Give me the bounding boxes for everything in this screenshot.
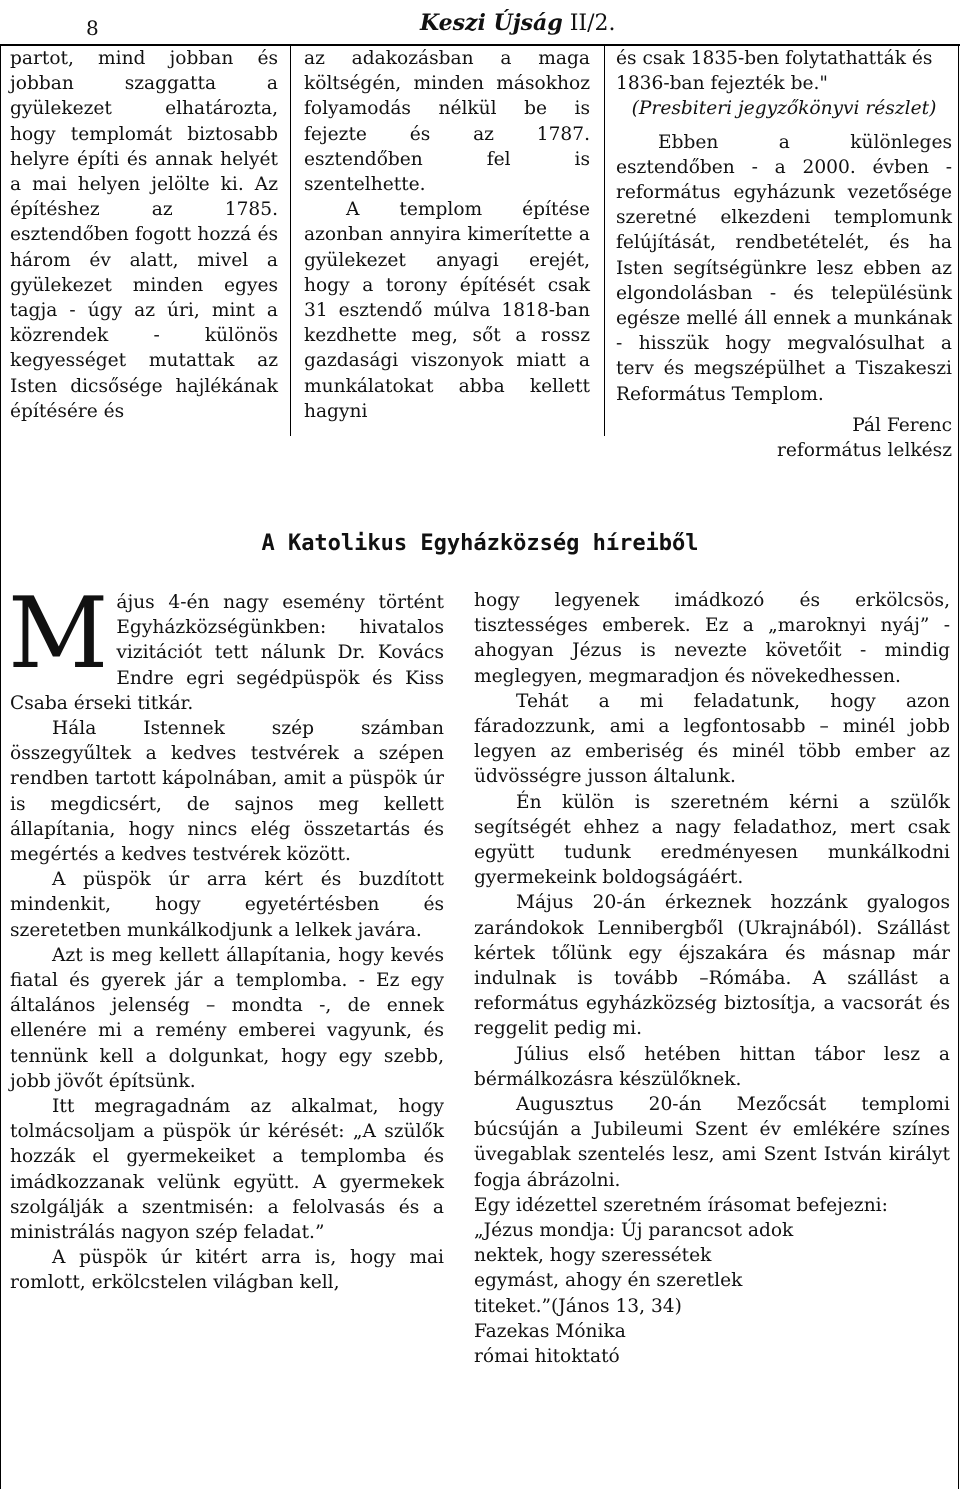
col3-paragraph-1: és csak 1835-ben folytathatták és 1836-ban fejezték be." (616, 48, 933, 95)
masthead (420, 10, 616, 36)
left-paragraph-4: Azt is meg kellett állapítania, hogy kevés fiatal és gyerek jár a templomba. - Ez egy általános jelenség – mondta -, de ennek ellenére mi a remény emberei vagyunk, és tennünk kell a dolgunkat, hogy egy szebb, jobb jövőt építsünk. (10, 944, 444, 1092)
article-title: A Katolikus Egyházközség híreiből (261, 531, 699, 556)
author-title: római hitoktató (474, 1346, 620, 1368)
masthead-issue: II/2. (569, 11, 616, 36)
right-paragraph-4: Május 20-án érkeznek hozzánk gyalogos zarándokok Lennibergből (Ukrajnából). Szállást kértek tőlünk egy éjszakára és másnap már indulnak is tovább –Rómába. A szállást a református egyházközség biztosítja, a vacsorát és reggelit pedig mi. (474, 892, 950, 1040)
column-3 (616, 46, 952, 463)
left-paragraph-1: ájus 4-én nagy esemény történt Egyházközségünkben: hivatalos vizitációt tett nálunk Dr. Kovács Endre egri segédpüspök és Kiss Csaba érseki titkár. (10, 592, 444, 714)
column-2 (304, 46, 590, 424)
column-divider-2 (604, 44, 605, 436)
signature-title: református lelkész (777, 440, 952, 462)
drop-cap: M (8, 577, 109, 691)
column-1 (10, 46, 278, 424)
page-frame-left (0, 44, 1, 1489)
quote-line-1: „Jézus mondja: Új parancsot adok (474, 1220, 794, 1242)
left-paragraph-3: A püspök úr arra kért és buzdított mindenkit, hogy egyetértésben és szeretetben munkálkodjunk a lelkek javára. (10, 869, 444, 941)
page-frame-right (958, 44, 959, 1489)
left-paragraph-2: Hála Istennek szép számban összegyűltek a kedves testvérek a szépen rendben tartott kápolnában, amit a püspök úr is megdicsért, de sajnos meg kellett állapítania, hogy nincs elég összetartás és megértés a kedves testvérek között. (10, 718, 444, 866)
left-paragraph-6: A püspök úr kitért arra is, hogy mai romlott, erkölcstelen világban kell, (10, 1247, 444, 1294)
right-paragraph-7: Egy idézettel szeretném írásomat befejezni: (474, 1194, 888, 1216)
right-paragraph-1: hogy legyenek imádkozó és erkölcsös, tisztességes emberek. Ez a „maroknyi nyáj” - ahogyan Jézus is nevezte követőit - mindig meglegyen, megmaradjon és növekedhessen. (474, 590, 950, 687)
article-left-column (8, 577, 444, 1296)
article-right-column (474, 588, 950, 1369)
col3-paragraph-2: Ebben a különleges esztendőben - a 2000. évben - református egyházunk vezetősége szeretné elkezdeni templomunk felújítását, rendbetételét, és ha Isten segítségünkre lesz ebben az elgondolásban - és településünk egésze mellé áll ennek a munkának - hisszük hogy megvalósulhat a terv és megszépülhet a Tiszakeszi Református Templom. (616, 131, 952, 405)
col2-paragraph-1: az adakozásban a maga költségén, minden másokhoz folyamodás nélkül be is fejezte és az 1787. esztendőben fel is szentelhette. (304, 48, 590, 196)
right-paragraph-5: Július első hetében hittan tábor lesz a bérmálkozásra készülőknek. (474, 1043, 950, 1090)
signature-name: Pál Ferenc (852, 414, 952, 436)
right-paragraph-2: Tehát a mi feladatunk, hogy azon fáradozzunk, ami a legfontosabb – minél jobb legyen az emberiség és minél több ember az üdvösségre jusson általunk. (474, 690, 950, 788)
author-name: Fazekas Mónika (474, 1320, 626, 1342)
page-number: 8 (86, 16, 99, 40)
quote-line-3: egymást, ahogy én szeretlek (474, 1270, 743, 1292)
column-divider-1 (290, 44, 291, 436)
col1-text: partot, mind jobban és jobban szaggatta a gyülekezet elhatározta, hogy templomát biztosabb helyre építi és annak helyét a mai helyen jelölte ki. Az építéshez az 1785. esztendőben fogott hozzá és három év alatt, mivel a gyülekezet minden egyes tagja - úgy az úri, mint a közrendek - különös kegyességet mutattak az Isten dicsősége hajlékának építésére és (10, 48, 278, 422)
left-paragraph-5: Itt megragadnám az alkalmat, hogy tolmácsoljam a püspök úr kérését: „A szülők hozzák el gyermekeiket a templomba és imádkozzanak velünk együtt. A gyermekek szolgálják a szentmisén: a felolvasás és a ministrálás nagyon szép feladat.” (10, 1096, 444, 1244)
quote-line-4: titeket.”(János 13, 34) (474, 1295, 682, 1317)
col2-paragraph-2: A templom építése azonban annyira kimerítette a gyülekezet anyagi erejét, hogy a torony építését csak 31 esztendő múlva 1818-ban kezdhette meg, sőt a rossz gazdasági viszonyok miatt a munkálatokat abba kellett hagyni (304, 199, 590, 422)
right-paragraph-3: Én külön is szeretném kérni a szülők segítségét ehhez a nagy feladathoz, mert csak együtt tudunk eredményesen munkálkodni gyermekeink boldogságáért. (474, 791, 950, 889)
right-paragraph-6: Augusztus 20-án Mezőcsát templomi búcsúján a Jubileumi Szent év emlékére színes üvegablak szentelés lesz, ami Szent István királyt fogja ábrázolni. (474, 1094, 950, 1191)
masthead-brand: Keszi Újság (420, 10, 563, 36)
col3-caption: (Presbiteri jegyzőkönyvi részlet) (631, 98, 937, 120)
quote-line-2: nektek, hogy szeressétek (474, 1245, 712, 1267)
